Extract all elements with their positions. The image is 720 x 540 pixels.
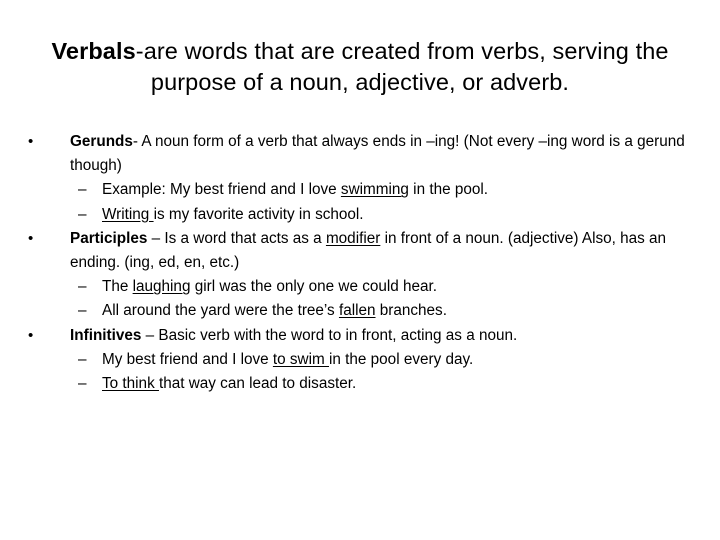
title-definition: -are words that are created from verbs, serving the purpose of a noun, adjective, or adverb. — [135, 38, 669, 95]
infinitives-example-1 — [22, 348, 692, 372]
bullet-icon: • — [28, 229, 34, 247]
gerunds-example-2 — [22, 203, 692, 227]
example-text: branches. — [375, 302, 447, 320]
dash-icon: – — [78, 350, 87, 368]
infinitives-example-2 — [22, 372, 692, 396]
bullet-icon: • — [28, 326, 34, 344]
underlined-word: fallen — [338, 302, 376, 320]
participles-example-1 — [22, 275, 692, 299]
dash-icon: – — [78, 278, 87, 296]
slide-title — [36, 36, 684, 98]
example-text: in the pool. — [408, 181, 489, 199]
dash-icon: – — [78, 205, 87, 223]
example-text: All around the yard were the tree’s — [102, 302, 339, 320]
underlined-word: modifier — [325, 229, 381, 247]
participles-definition: – Is a word that acts as a — [147, 229, 326, 247]
example-text: My best friend and I love — [102, 350, 273, 368]
bullet-icon: • — [28, 133, 34, 150]
example-text: is my favorite activity in school. — [153, 205, 364, 223]
dash-icon: – — [78, 302, 87, 320]
example-text: Example: My best friend and I love — [102, 181, 341, 199]
title-term: Verbals — [51, 38, 136, 64]
participles-definition: in front of a noun. (adjective) Also, has an ending. (ing, ed, en, etc.) — [70, 229, 667, 272]
underlined-word: Writing — [102, 205, 154, 223]
bullet-infinitives — [22, 324, 692, 348]
participles-example-2 — [22, 299, 692, 323]
example-text: that way can lead to disaster. — [158, 375, 357, 393]
example-text: girl was the only one we could hear. — [190, 278, 438, 296]
slide-body — [22, 130, 692, 396]
bullet-participles — [22, 227, 692, 275]
underlined-word: swimming — [340, 181, 409, 199]
bullet-gerunds — [22, 130, 692, 178]
infinitives-term: Infinitives — [70, 326, 142, 344]
dash-icon: – — [78, 375, 87, 393]
example-text: The — [102, 278, 133, 296]
underlined-word: To think — [102, 375, 159, 393]
gerunds-example-1 — [22, 178, 692, 202]
participles-term: Participles — [70, 229, 148, 247]
example-text: in the pool every day. — [329, 350, 474, 368]
infinitives-definition: – Basic verb with the word to in front, acting as a noun. — [141, 326, 518, 344]
underlined-word: laughing — [132, 278, 191, 296]
gerunds-term: Gerunds — [70, 133, 133, 150]
dash-icon: – — [78, 181, 87, 199]
gerunds-definition: - A noun form of a verb that always ends in –ing! (Not every –ing word is a gerund though) — [70, 133, 685, 175]
underlined-word: to swim — [272, 350, 329, 368]
